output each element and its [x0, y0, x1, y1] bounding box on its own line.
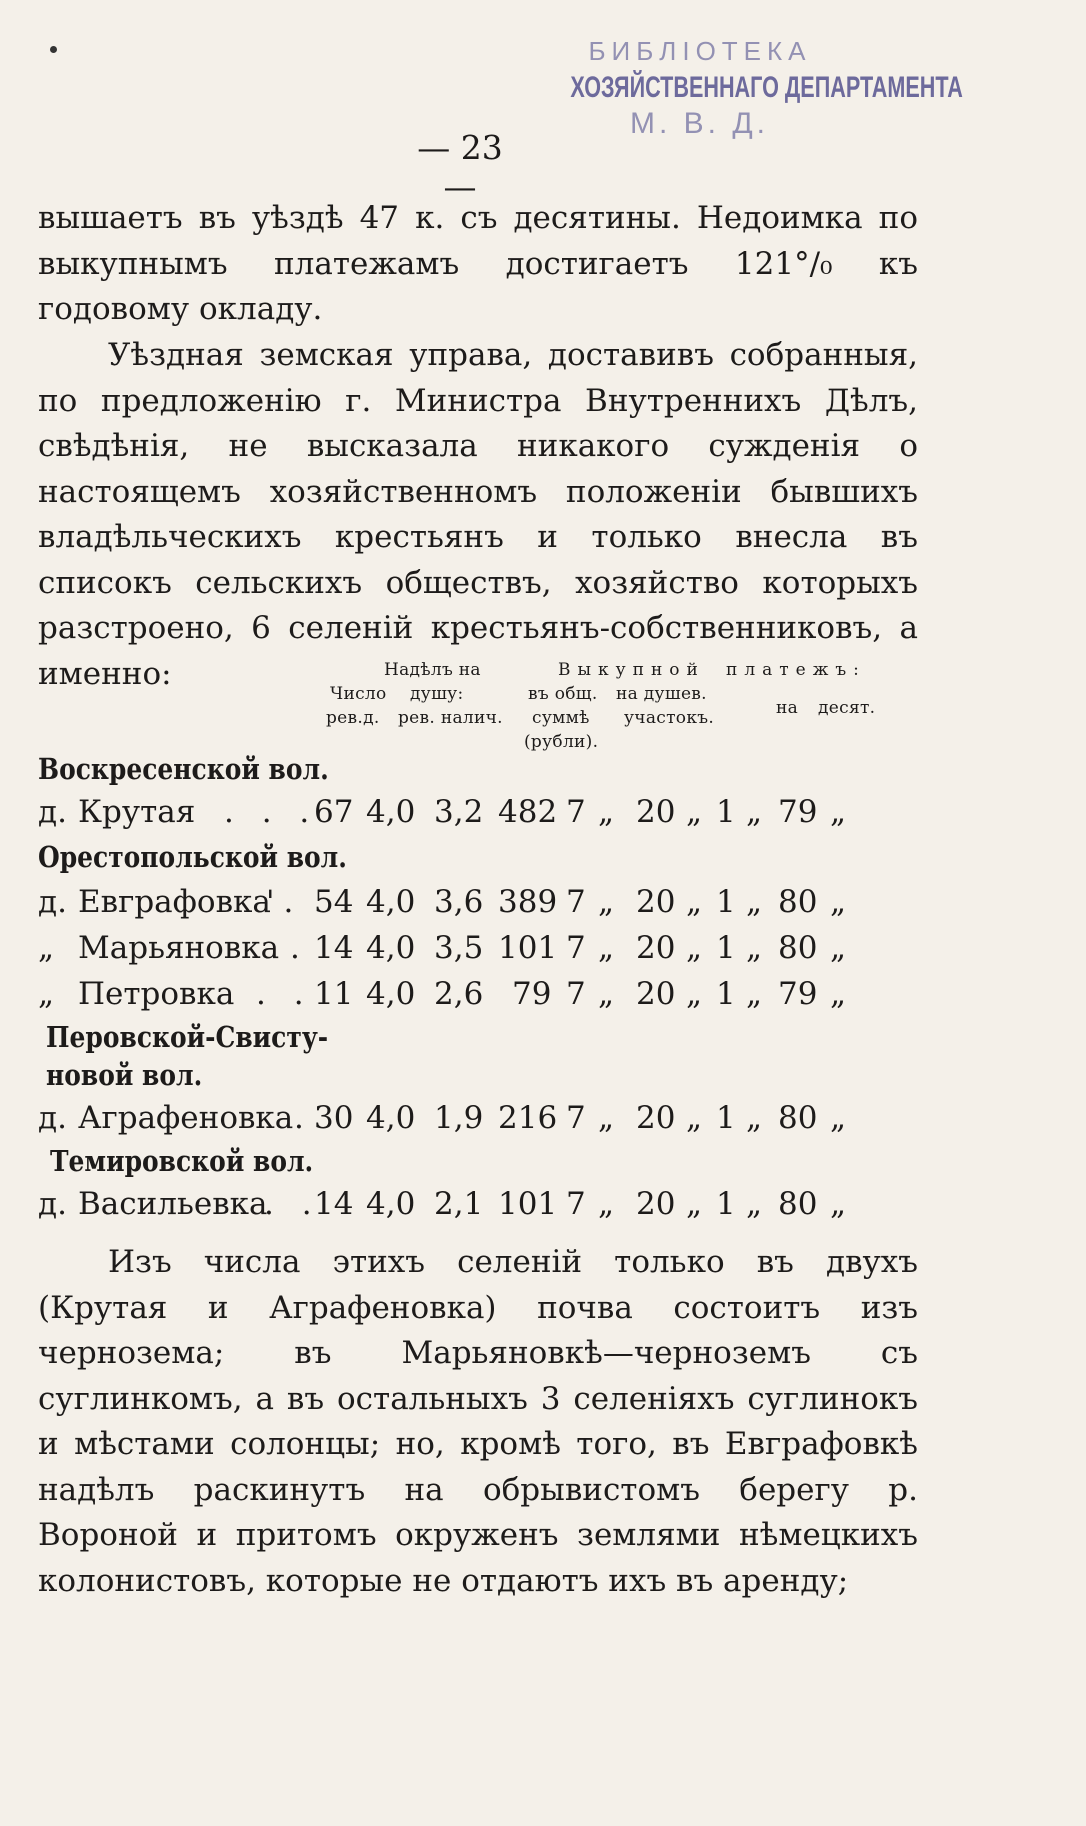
ditto: „	[746, 884, 763, 920]
cell-chislo: 30	[314, 1100, 354, 1136]
th-dushu: душу:	[410, 684, 464, 704]
cell-dush-r: 7	[566, 976, 586, 1012]
dot-leader: . . .	[224, 794, 319, 830]
cell-des-k: 80	[778, 930, 818, 966]
village-name: Аграфеновка	[78, 1100, 294, 1136]
cell-dush-k: 20	[636, 1100, 676, 1136]
ditto: „	[598, 976, 615, 1012]
cell-des-r: 1	[716, 794, 736, 830]
ditto: „	[746, 930, 763, 966]
ditto: „	[686, 794, 703, 830]
row-prefix: д.	[38, 884, 67, 920]
village-name: Крутая	[78, 794, 196, 830]
cell-des-r: 1	[716, 1100, 736, 1136]
row-prefix: „	[38, 976, 55, 1012]
th-platezh: платежъ:	[726, 660, 866, 680]
ditto: „	[746, 976, 763, 1012]
cell-nalich: 3,2	[434, 794, 484, 830]
stamp-line-1: БИБЛІОТЕКА	[588, 36, 812, 66]
cell-nalich: 3,6	[434, 884, 484, 920]
th-na-dushev: на душев.	[616, 684, 707, 704]
volost-voskresenskaya: Воскресенской вол.	[38, 752, 329, 786]
th-na: на	[776, 698, 799, 718]
th-rubli: (рубли).	[524, 732, 599, 752]
table-row	[38, 1186, 918, 1230]
ditto: „	[830, 976, 847, 1012]
row-prefix: д.	[38, 1100, 67, 1136]
cell-des-k: 79	[778, 794, 818, 830]
paragraph-uprava: Уѣздная земская управа, доставивъ собранныя, по предложенію г. Министра Внутреннихъ Дѣлъ, свѣдѣнія, не высказала никакого сужденія о настоящемъ хозяйственномъ положеніи бывшихъ владѣльческихъ крестьянъ и только внесла въ списокъ сельскихъ обществъ, хозяйство которыхъ разстроено, 6 селеній крестьянъ-собственниковъ, а именно:	[38, 337, 918, 692]
volost-orestopolskaya: Орестопольской вол.	[38, 840, 347, 874]
ditto: „	[598, 1186, 615, 1222]
th-uchastok: участокъ.	[624, 708, 715, 728]
cell-summa: 101	[498, 930, 558, 966]
th-nadel: Надѣлъ на	[384, 660, 481, 680]
page-number: — 23 —	[417, 128, 503, 206]
volost-temirovskaya: Темировской вол.	[50, 1144, 314, 1178]
paragraph-intro: вышаетъ въ уѣздѣ 47 к. съ десятины. Недоимка по выкупнымъ платежамъ достигаетъ 121°/₀ къ годовому окладу.	[38, 200, 918, 327]
cell-summa: 482	[498, 794, 558, 830]
ditto: „	[686, 930, 703, 966]
cell-dush-k: 20	[636, 794, 676, 830]
volost-perovskaya-1: Перовской-Свисту-	[46, 1020, 329, 1054]
th-vykupnoi: Выкупной	[558, 660, 705, 680]
cell-summa: 101	[498, 1186, 558, 1222]
library-stamp	[520, 36, 963, 141]
cell-nalich: 1,9	[434, 1100, 484, 1136]
th-chislo: Число	[330, 684, 387, 704]
dot-leader: '.	[266, 884, 303, 920]
cell-nalich: 3,5	[434, 930, 484, 966]
ditto: „	[686, 976, 703, 1012]
ditto: „	[830, 1100, 847, 1136]
ditto: „	[598, 794, 615, 830]
ditto: „	[830, 930, 847, 966]
dot-leader: . .	[256, 976, 313, 1012]
cell-dush-r: 7	[566, 1186, 586, 1222]
table-row	[38, 794, 918, 838]
paragraph-soils: Изъ числа этихъ селеній только въ двухъ (Крутая и Аграфеновка) почва состоитъ изъ чернозема; въ Марьяновкѣ—черноземъ съ суглинкомъ, а въ остальныхъ 3 селеніяхъ суглинокъ и мѣстами солонцы; но, кромѣ того, въ Евграфовкѣ надѣлъ раскинутъ на обрывистомъ берегу р. Вороной и притомъ окруженъ землями нѣмецкихъ колонистовъ, которые не отдаютъ ихъ въ аренду;	[38, 1244, 918, 1599]
cell-chislo: 14	[314, 1186, 354, 1222]
village-name: Васильевка	[78, 1186, 268, 1222]
cell-chislo: 14	[314, 930, 354, 966]
ditto: „	[598, 884, 615, 920]
ditto: „	[746, 1186, 763, 1222]
cell-rev: 4,0	[366, 794, 416, 830]
ditto: „	[746, 794, 763, 830]
ditto: „	[686, 1100, 703, 1136]
table-row	[38, 976, 918, 1020]
cell-rev: 4,0	[366, 930, 416, 966]
cell-summa: 216	[498, 1100, 558, 1136]
cell-summa: 79	[512, 976, 552, 1012]
cell-dush-k: 20	[636, 930, 676, 966]
ditto: „	[746, 1100, 763, 1136]
dot-leader: .	[290, 930, 309, 966]
cell-rev: 4,0	[366, 976, 416, 1012]
th-v-obsch: въ общ.	[528, 684, 598, 704]
village-name: Евграфовка	[78, 884, 271, 920]
cell-des-k: 79	[778, 976, 818, 1012]
dot-leader: . .	[264, 1186, 321, 1222]
cell-dush-r: 7	[566, 884, 586, 920]
th-summe: суммѣ	[532, 708, 590, 728]
th-desyat: десят.	[818, 698, 876, 718]
ditto: „	[598, 930, 615, 966]
village-name: Петровка	[78, 976, 235, 1012]
cell-rev: 4,0	[366, 884, 416, 920]
ditto: „	[830, 1186, 847, 1222]
cell-chislo: 54	[314, 884, 354, 920]
ditto: „	[686, 1186, 703, 1222]
dot-leader: .	[294, 1100, 313, 1136]
cell-des-r: 1	[716, 884, 736, 920]
cell-chislo: 11	[314, 976, 354, 1012]
th-rev-d: рев.д.	[326, 708, 380, 728]
table-row	[38, 930, 918, 974]
cell-rev: 4,0	[366, 1100, 416, 1136]
ditto: „	[598, 1100, 615, 1136]
cell-dush-k: 20	[636, 1186, 676, 1222]
cell-chislo: 67	[314, 794, 354, 830]
cell-des-r: 1	[716, 1186, 736, 1222]
row-prefix: д.	[38, 1186, 67, 1222]
cell-des-k: 80	[778, 884, 818, 920]
cell-nalich: 2,6	[434, 976, 484, 1012]
table-row	[38, 1100, 918, 1144]
cell-dush-r: 7	[566, 794, 586, 830]
ditto: „	[830, 884, 847, 920]
cell-des-k: 80	[778, 1100, 818, 1136]
cell-dush-k: 20	[636, 884, 676, 920]
cell-des-r: 1	[716, 930, 736, 966]
cell-dush-r: 7	[566, 930, 586, 966]
table-row	[38, 884, 918, 928]
th-rev-nalich: рев. налич.	[398, 708, 503, 728]
row-prefix: „	[38, 930, 55, 966]
cell-rev: 4,0	[366, 1186, 416, 1222]
village-name: Марьяновка	[78, 930, 280, 966]
cell-nalich: 2,1	[434, 1186, 484, 1222]
row-prefix: д.	[38, 794, 67, 830]
ditto: „	[686, 884, 703, 920]
cell-des-k: 80	[778, 1186, 818, 1222]
cell-summa: 389	[498, 884, 558, 920]
stamp-line-3: М. В. Д.	[630, 107, 769, 140]
ditto: „	[830, 794, 847, 830]
ink-dot	[50, 46, 57, 53]
cell-dush-r: 7	[566, 1100, 586, 1136]
volost-perovskaya-2: новой вол.	[46, 1058, 203, 1092]
stamp-line-2: ХОЗЯЙСТВЕННАГО ДЕПАРТАМЕНТА	[570, 71, 963, 104]
cell-dush-k: 20	[636, 976, 676, 1012]
cell-des-r: 1	[716, 976, 736, 1012]
